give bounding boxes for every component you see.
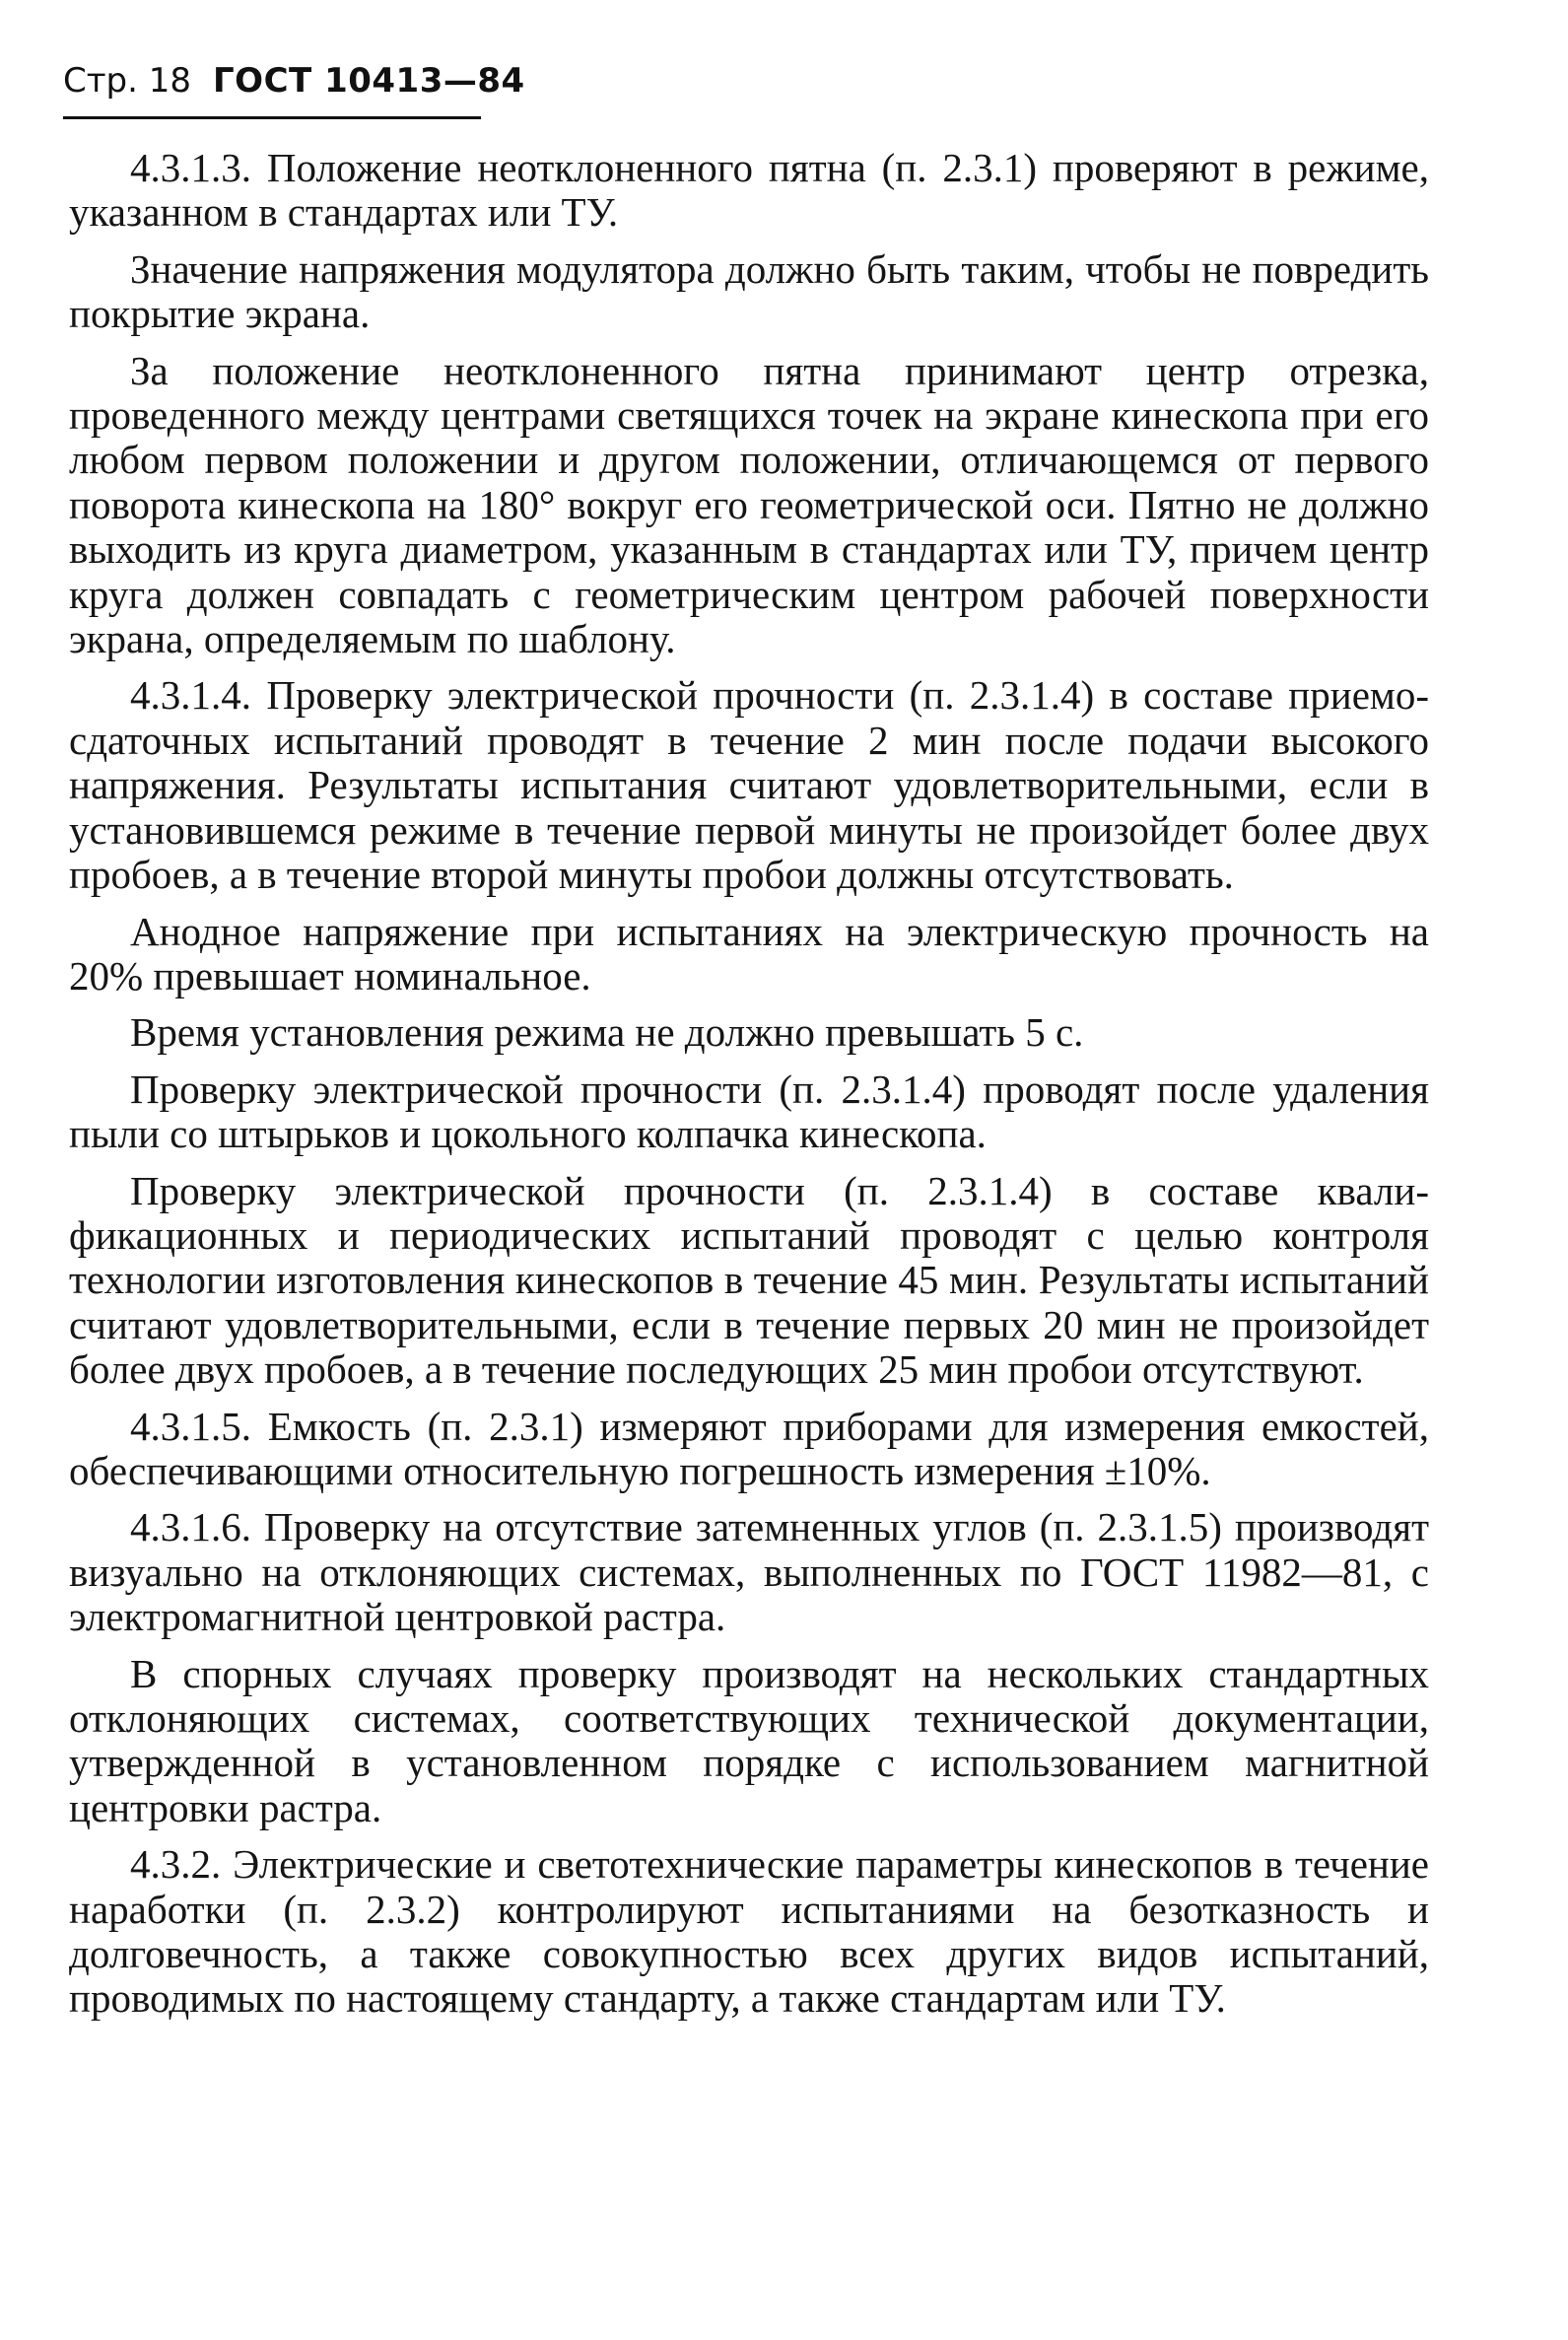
page-header bbox=[63, 61, 525, 101]
paragraph-disputed-cases: В спорных случаях проверку производят на нескольких стандартных отклоняющих системах, соответствующих технической документации, утвержденной в установленном порядке с использованием магнитной центровки растра. bbox=[69, 1650, 1429, 1830]
paragraph-modulator-voltage: Значение напряжения модулятора должно быть таким, чтобы не повредить покрытие экрана. bbox=[69, 245, 1429, 337]
paragraph-dust-removal: Проверку электрической прочности (п. 2.3.1.4) проводят после удаления пыли со штырьков и цокольного колпачка кинескопа. bbox=[69, 1066, 1429, 1157]
paragraph-4-3-1-5: 4.3.1.5. Емкость (п. 2.3.1) измеряют приборами для измерения емкостей, обеспечивающими относительную погрешность измерения ±10%. bbox=[69, 1403, 1429, 1493]
paragraph-qualification-tests: Проверку электрической прочности (п. 2.3.1.4) в составе квалификационных и периодических испытаний проводят с целью контроля технологии изготовления кинескопов в течение 45 мин. Результаты испытаний считают удовлетворительными, если в течение первых 20 мин не произойдет более двух пробоев, а в течение последующих 25 мин пробои отсутствуют. bbox=[69, 1167, 1429, 1393]
paragraph-4-3-2: 4.3.2. Электрические и светотехнические параметры кинескопов в течение наработки (п. 2.3.2) контролируют испытаниями на безотказность и долговечность, а также совокупностью всех других видов испытаний, проводимых по настоящему стандарту, а также стандартам или ТУ. bbox=[69, 1841, 1429, 2022]
standard-code: ГОСТ 10413—84 bbox=[213, 61, 525, 101]
header-rule bbox=[63, 116, 481, 119]
page-number: Стр. 18 bbox=[63, 61, 192, 101]
paragraph-4-3-1-4: 4.3.1.4. Проверку электрической прочности (п. 2.3.1.4) в составе приемо-сдаточных испытаний проводят в течение 2 мин после подачи высокого напряжения. Результаты испытания считают удовлетворительными, если в установившемся режиме в течение первой минуты не произойдет более двух пробоев, а в течение второй минуты пробои должны отсутствовать. bbox=[69, 672, 1429, 898]
paragraph-anode-voltage: Анодное напряжение при испытаниях на электрическую прочность на 20% превышает номинальное. bbox=[69, 908, 1429, 998]
paragraph-mode-time: Время установления режима не должно превышать 5 с. bbox=[130, 1009, 1084, 1056]
paragraph-4-3-1-3: 4.3.1.3. Положение неотклоненного пятна (п. 2.3.1) проверяют в режиме, указанном в стандартах или ТУ. bbox=[69, 145, 1429, 236]
paragraph-4-3-1-6: 4.3.1.6. Проверку на отсутствие затемненных углов (п. 2.3.1.5) производят визуально на отклоняющих системах, выполненных по ГОСТ 11982—81, с электромагнитной центровкой растра. bbox=[69, 1504, 1429, 1640]
paragraph-spot-position: За положение неотклоненного пятна принимают центр отрезка, проведенного между центрами светящихся точек на экране кинескопа при его любом первом положении и другом положении, отличающемся от первого поворота кинескопа на 180° вокруг его геометрической оси. Пятно не должно выходить из круга диаметром, указанным в стандартах или ТУ, причем центр круга должен совпадать с геометрическим центром рабочей поверхности экрана, определяемым по шаблону. bbox=[69, 347, 1429, 662]
document-body bbox=[69, 146, 1429, 2033]
